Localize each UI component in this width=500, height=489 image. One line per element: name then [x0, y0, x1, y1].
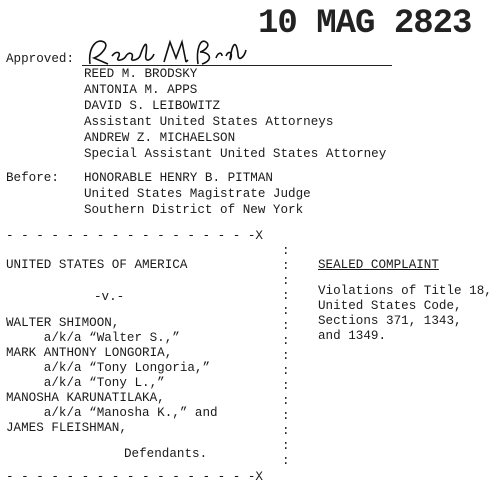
- approved-label: Approved:: [6, 52, 75, 66]
- signature-line: [82, 65, 392, 66]
- attorney-line-6: Special Assistant United States Attorney: [84, 147, 387, 161]
- complaint-desc-line-1: Violations of Title 18,: [318, 284, 492, 298]
- caption-colon: :: [282, 454, 290, 468]
- caption-bottom-rule: - - - - - - - - - - - - - - - - -X: [6, 470, 263, 484]
- judge-line-1: HONORABLE HENRY B. PITMAN: [84, 171, 273, 185]
- defendant-line-7: a/k/a “Manosha K.,” and: [6, 406, 218, 420]
- attorney-line-1: REED M. BRODSKY: [84, 67, 198, 81]
- attorney-line-3: DAVID S. LEIBOWITZ: [84, 99, 221, 113]
- caption-colon: :: [282, 349, 290, 363]
- complaint-desc-line-2: United States Code,: [318, 299, 462, 313]
- defendant-line-6: MANOSHA KARUNATILAKA,: [6, 391, 165, 405]
- complaint-title: SEALED COMPLAINT: [318, 258, 439, 272]
- defendant-line-8: JAMES FLEISHMAN,: [6, 421, 127, 435]
- defendants-label: Defendants.: [124, 447, 208, 461]
- attorney-line-4: Assistant United States Attorneys: [84, 115, 334, 129]
- caption-colon: :: [282, 289, 290, 303]
- plaintiff: UNITED STATES OF AMERICA: [6, 258, 188, 272]
- judge-line-2: United States Magistrate Judge: [84, 187, 311, 201]
- caption-colon: :: [282, 304, 290, 318]
- caption-colon: :: [282, 244, 290, 258]
- caption-top-rule: - - - - - - - - - - - - - - - - -X: [6, 229, 263, 243]
- defendant-line-5: a/k/a “Tony L.,”: [6, 376, 165, 390]
- caption-colon: :: [282, 334, 290, 348]
- defendant-line-3: MARK ANTHONY LONGORIA,: [6, 346, 173, 360]
- caption-colon: :: [282, 379, 290, 393]
- attorney-line-2: ANTONIA M. APPS: [84, 83, 198, 97]
- defendant-line-4: a/k/a “Tony Longoria,”: [6, 361, 211, 375]
- judge-line-3: Southern District of New York: [84, 203, 304, 217]
- caption-colon: :: [282, 364, 290, 378]
- caption-colon: :: [282, 274, 290, 288]
- caption-colon: :: [282, 259, 290, 273]
- caption-colon: :: [282, 409, 290, 423]
- versus: -v.-: [94, 290, 125, 304]
- defendant-line-2: a/k/a “Walter S.,”: [6, 331, 180, 345]
- caption-colon: :: [282, 319, 290, 333]
- caption-colon: :: [282, 439, 290, 453]
- complaint-desc-line-3: Sections 371, 1343,: [318, 314, 462, 328]
- before-label: Before:: [6, 171, 59, 185]
- caption-colon: :: [282, 424, 290, 438]
- caption-colon: :: [282, 394, 290, 408]
- case-number-stamp: 10 MAG 2823: [258, 5, 472, 43]
- complaint-desc-line-4: and 1349.: [318, 329, 387, 343]
- attorney-line-5: ANDREW Z. MICHAELSON: [84, 131, 236, 145]
- defendant-line-1: WALTER SHIMOON,: [6, 316, 120, 330]
